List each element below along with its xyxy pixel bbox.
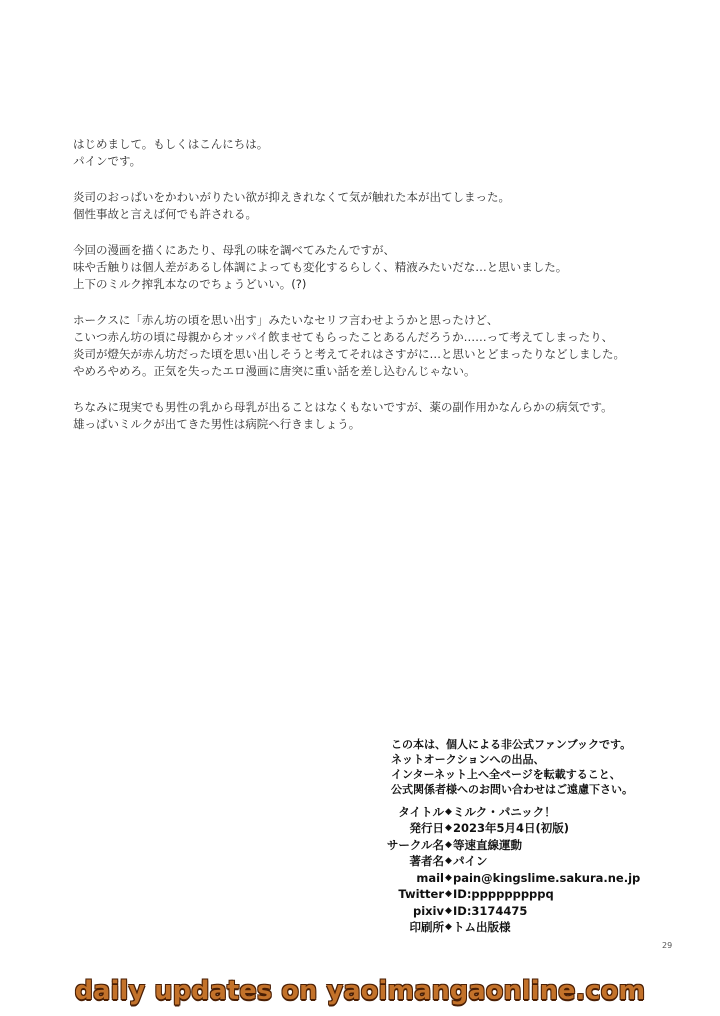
colophon-label: 印刷所 — [409, 920, 444, 934]
colophon-value: pain@kingslime.sakura.ne.jp — [453, 870, 641, 885]
colophon — [378, 804, 678, 936]
diamond-separator-icon: ◆ — [445, 872, 452, 883]
afterword-line: ホークスに「赤ん坊の頃を思い出す」みたいなセリフ言わせようかと思ったけど、 — [73, 313, 499, 327]
afterword-line: はじめまして。もしくはこんにちは。 — [73, 137, 269, 151]
afterword-paragraph-research — [73, 242, 673, 293]
colophon-row-pixiv — [378, 903, 678, 918]
watermark-banner: daily updates on yaoimangaonline.com — [74, 976, 646, 1006]
afterword-line: 味や舌触りは個人差があるし体調によっても変化するらしく、精液みたいだな…と思いました。 — [73, 260, 568, 274]
colophon-value: トム出版様 — [453, 920, 511, 934]
colophon-value: パイン — [453, 854, 488, 868]
afterword-line: 個性事故と言えば何でも許される。 — [73, 207, 257, 221]
notice-line: ネットオークションへの出品、 — [391, 753, 545, 766]
diamond-separator-icon: ◆ — [445, 839, 452, 850]
afterword-line: パインです。 — [73, 154, 142, 168]
colophon-row-circle — [378, 837, 678, 852]
colophon-row-printer — [378, 920, 678, 935]
disclaimer-notice — [391, 737, 633, 797]
diamond-separator-icon: ◆ — [445, 856, 452, 866]
afterword-line: やめろやめろ。正気を失ったエロ漫画に唐突に重い話を差し込むんじゃない。 — [73, 364, 476, 378]
colophon-value: ID:3174475 — [453, 903, 528, 918]
colophon-row-title — [378, 804, 678, 819]
afterword-line: 上下のミルク搾乳本なのでちょうどいい。(?) — [73, 277, 307, 291]
afterword — [73, 136, 673, 452]
colophon-label: 発行日 — [409, 821, 444, 835]
colophon-value: 2023年5月4日(初版) — [453, 821, 570, 835]
colophon-value: ID:pppppppppq — [453, 887, 554, 901]
afterword-paragraph-hawks — [73, 312, 673, 380]
diamond-separator-icon: ◆ — [445, 922, 452, 932]
colophon-label: mail — [416, 870, 444, 885]
afterword-line: こいつ赤ん坊の頃に母親からオッパイ飲ませてもらったことあるんだろうか……って考えてしまったり、 — [73, 330, 614, 344]
diamond-separator-icon: ◆ — [445, 889, 452, 899]
diamond-separator-icon: ◆ — [445, 823, 452, 833]
colophon-label: サークル名 — [386, 837, 444, 852]
colophon-value: 等速直線運動 — [453, 837, 522, 852]
colophon-label: 著者名 — [409, 854, 444, 868]
afterword-line: 雄っぱいミルクが出てきた男性は病院へ行きましょう。 — [73, 417, 361, 431]
notice-line: インターネット上へ全ページを転載すること、 — [391, 768, 621, 781]
afterword-line: 炎司のおっぱいをかわいがりたい欲が抑えきれなくて気が触れた本が出てしまった。 — [73, 190, 510, 204]
diamond-separator-icon: ◆ — [445, 806, 452, 817]
colophon-row-date — [378, 821, 678, 836]
notice-line: この本は、個人による非公式ファンブックです。 — [391, 738, 632, 751]
afterword-line: 今回の漫画を描くにあたり、母乳の味を調べてみたんですが、 — [73, 243, 395, 257]
colophon-row-twitter — [378, 887, 678, 902]
diamond-separator-icon: ◆ — [445, 905, 452, 916]
afterword-paragraph-greeting — [73, 136, 673, 170]
colophon-value: ミルク・パニック！ — [453, 804, 556, 819]
colophon-label: タイトル — [398, 804, 444, 819]
afterword-paragraph-note — [73, 399, 673, 433]
colophon-label: Twitter — [398, 887, 444, 901]
afterword-line: ちなみに現実でも男性の乳から母乳が出ることはなくもないですが、薬の副作用かなんらかの病気です。 — [73, 400, 613, 414]
colophon-row-author — [378, 854, 678, 869]
afterword-line: 炎司が燈矢が赤ん坊だった頃を思い出しそうと考えてそれはさすがに…と思いとどまったりなどしました。 — [73, 347, 625, 361]
afterword-paragraph-premise — [73, 189, 673, 223]
colophon-row-mail — [378, 870, 678, 885]
page-number: 29 — [662, 941, 673, 950]
notice-line: 公式関係者様へのお問い合わせはご遠慮下さい。 — [391, 783, 633, 796]
colophon-label: pixiv — [412, 903, 444, 918]
